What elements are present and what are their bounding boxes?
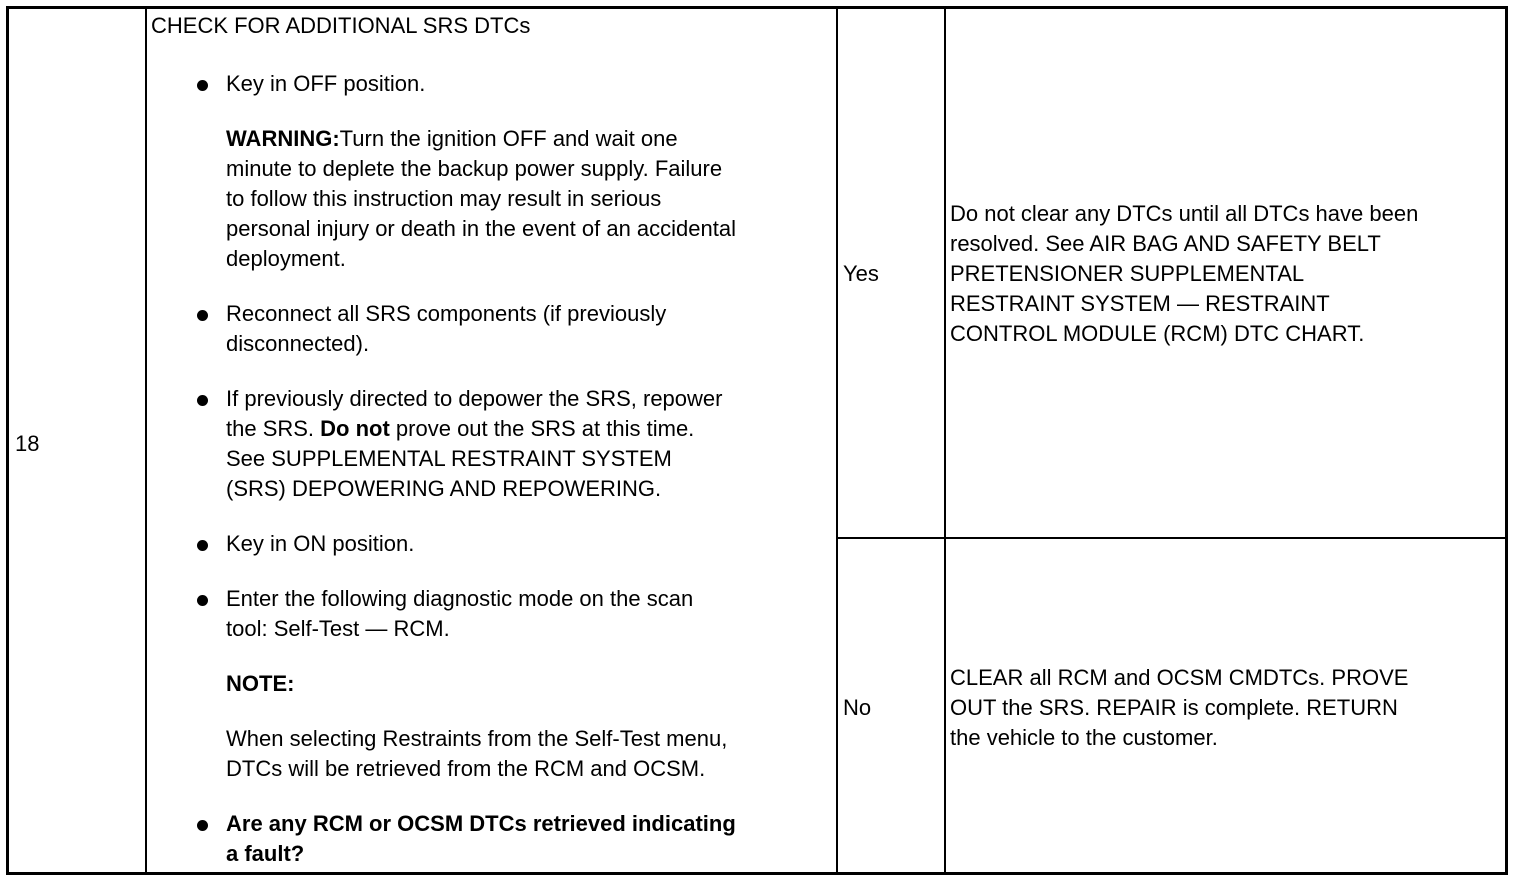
bullet-icon <box>197 595 208 606</box>
column-divider <box>145 9 147 872</box>
instruction-diagnostic-mode: Enter the following diagnostic mode on the scan tool: Self-Test — RCM. <box>226 586 694 641</box>
result-no-action: CLEAR all RCM and OCSM CMDTCs. PROVE OUT the SRS. REPAIR is complete. RETURN the vehicle to the customer. <box>950 665 1409 750</box>
diagnostic-step-table <box>6 6 1508 875</box>
instruction-repower: If previously directed to depower the SRS, repower the SRS. Do not prove out the SRS at this time. See SUPPLEMENTAL RESTRAINT SYSTEM (SRS) DEPOWERING AND REPOWERING. <box>226 386 723 501</box>
result-yes-action: Do not clear any DTCs until all DTCs have been resolved. See AIR BAG AND SAFETY BELT PRETENSIONER SUPPLEMENTAL RESTRAINT SYSTEM — RESTRAINT CONTROL MODULE (RCM) DTC CHART. <box>950 201 1419 346</box>
instruction-reconnect: Reconnect all SRS components (if previously disconnected). <box>226 301 667 356</box>
result-yes-label: Yes <box>843 261 879 286</box>
result-no-label: No <box>843 695 872 720</box>
bullet-icon <box>197 80 208 91</box>
step-question: Are any RCM or OCSM DTCs retrieved indicating a fault? <box>226 811 736 866</box>
column-divider <box>836 9 838 872</box>
bullet-icon <box>197 395 208 406</box>
instruction-key-off: Key in OFF position. <box>226 71 426 96</box>
note-text: When selecting Restraints from the Self-Test menu, DTCs will be retrieved from the RCM and OCSM. <box>226 726 728 781</box>
step-title: CHECK FOR ADDITIONAL SRS DTCs <box>151 13 531 38</box>
bullet-icon <box>197 820 208 831</box>
row-divider <box>837 537 1505 539</box>
warning-text: WARNING:Turn the ignition OFF and wait one minute to deplete the backup power supply. Failure to follow this instruction may result in serious personal injury or death in the event of an accidental deployment. <box>226 126 736 271</box>
note-label: NOTE: <box>226 671 295 696</box>
column-divider <box>944 9 946 872</box>
warning-label: WARNING: <box>226 126 340 151</box>
bullet-icon <box>197 310 208 321</box>
instruction-key-on: Key in ON position. <box>226 531 415 556</box>
step-number: 18 <box>15 431 40 456</box>
bullet-icon <box>197 540 208 551</box>
